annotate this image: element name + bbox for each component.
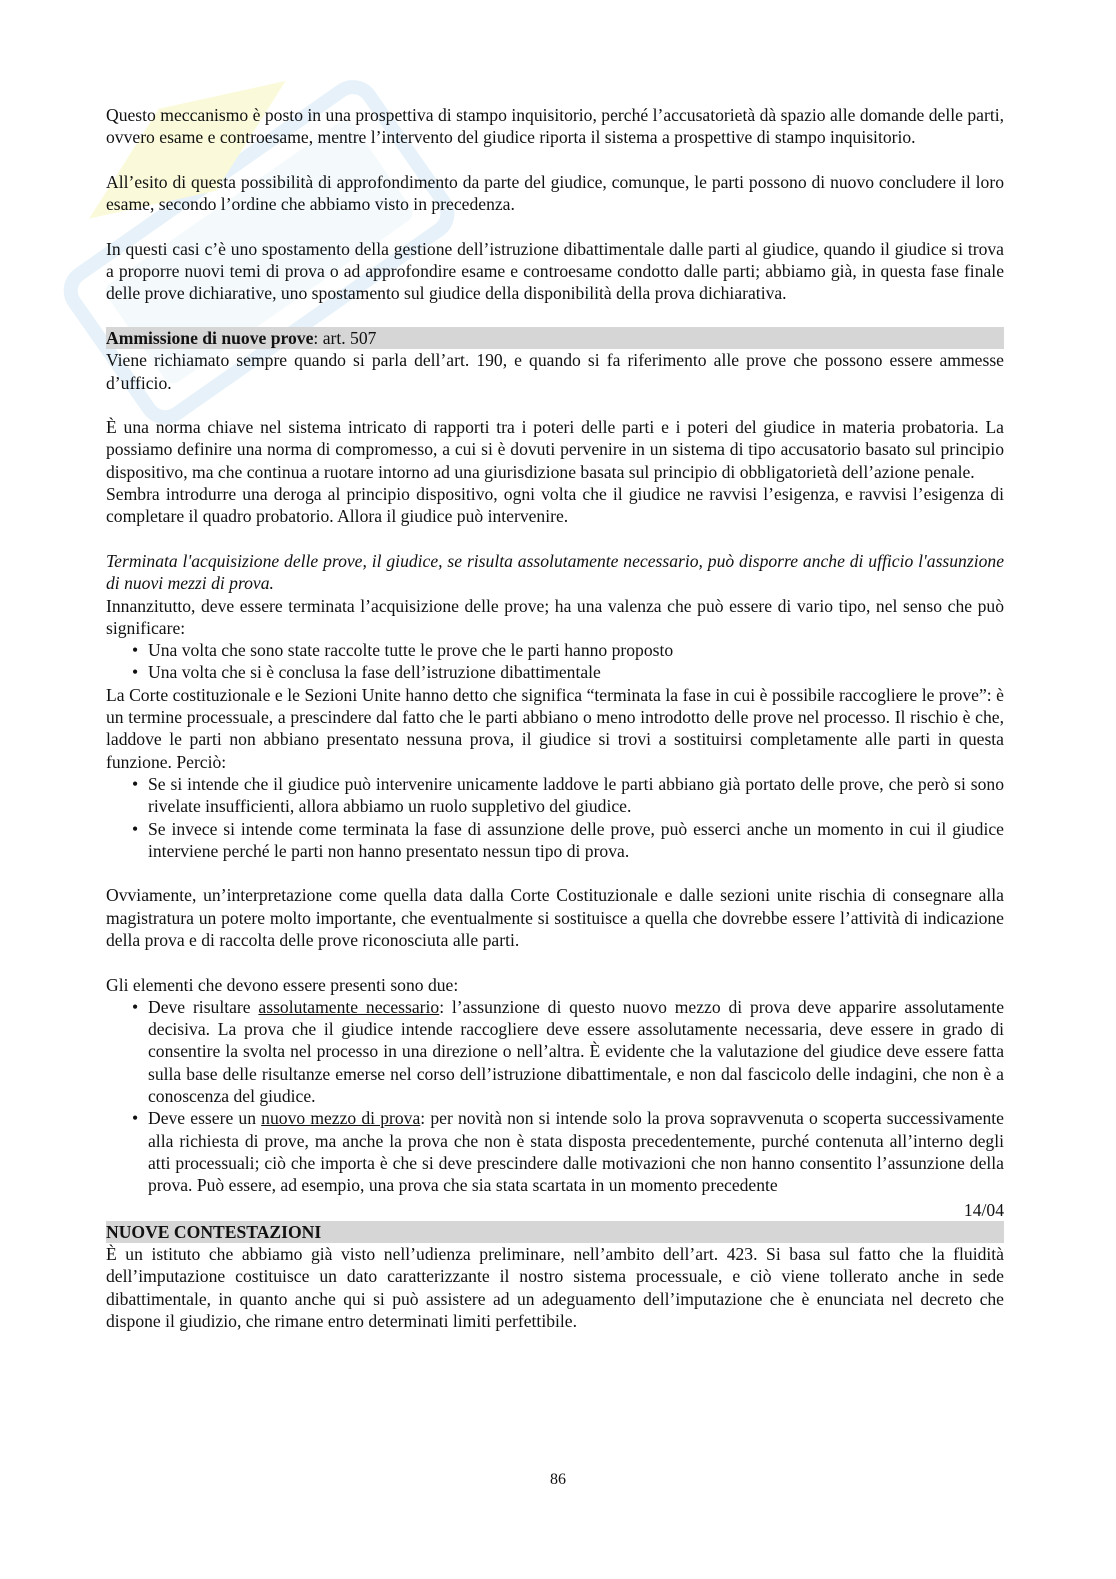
paragraph: Questo meccanismo è posto in una prospettiva di stampo inquisitorio, perché l’accusatorietà dà spazio alle domande delle parti, ovvero esame e controesame, mentre l’intervento del giudice riporta il sistema a prospettive di stampo inquisitorio. xyxy=(106,105,1004,148)
paragraph: È una norma chiave nel sistema intricato di rapporti tra i poteri delle parti e i poteri del giudice in materia probatoria. La possiamo definire una norma di compromesso, a cui si è dovuti pervenire in un sistema di tipo accusatorio basato sul principio dispositivo, ma che continua a ruotare intorno ad una giurisdizione basata sul principio di obbligatorietà dell’azione penale. xyxy=(106,417,1004,482)
paragraph: Viene richiamato sempre quando si parla dell’art. 190, e quando si fa riferimento alle prove che possono essere ammesse d’ufficio. xyxy=(106,350,1004,393)
list-item: • Una volta che si è conclusa la fase dell’istruzione dibattimentale xyxy=(128,661,1004,683)
heading-rest: : art. 507 xyxy=(313,327,377,348)
underlined-term: nuovo mezzo di prova xyxy=(261,1108,421,1129)
paragraph: È un istituto che abbiamo già visto nell’udienza preliminare, nell’ambito dell’art. 423. Si basa sul fatto che la fluidità dell’imputazione costituisce un dato caratterizzante il nostro sistema processuale, e ciò viene tollerato anche in sede dibattimentale, in quanto anche qui si può assistere ad un adeguamento dell’imputazione che è enunciata nel decreto che dispone il giudizio, che rimane entro determinati limiti perfettibile. xyxy=(106,1244,1004,1332)
paragraph: All’esito di questa possibilità di approfondimento da parte del giudice, comunque, le parti possono di nuovo concludere il loro esame, secondo l’ordine che abbiamo visto in precedenza. xyxy=(106,171,1004,215)
bullet-list xyxy=(106,639,1004,684)
underlined-term: assolutamente necessario xyxy=(258,996,440,1017)
list-item: • Se invece si intende come terminata la fase di assunzione delle prove, può esserci anche un momento in cui il giudice interviene perché le parti non hanno presentato nessun tipo di prova. xyxy=(128,818,1004,863)
heading-bold: Ammissione di nuove prove xyxy=(106,327,314,348)
section-heading-nuove-contestazioni: NUOVE CONTESTAZIONI xyxy=(106,1221,1004,1243)
paragraph: Sembra introdurre una deroga al principio dispositivo, ogni volta che il giudice ne ravvisi l’esigenza, e ravvisi l’esigenza di completare il quadro probatorio. Allora il giudice può intervenire. xyxy=(106,484,1004,527)
article-quote: Terminata l'acquisizione delle prove, il giudice, se risulta assolutamente necessario, può disporre anche di ufficio l'assunzione di nuovi mezzi di prova. xyxy=(106,550,1004,594)
section-heading-ammissione xyxy=(106,327,1004,349)
page-number: 86 xyxy=(550,1471,566,1488)
bullet-list xyxy=(106,773,1004,862)
paragraph: Gli elementi che devono essere presenti sono due: xyxy=(106,974,459,995)
list-item: • Deve risultare assolutamente necessario: l’assunzione di questo nuovo mezzo di prova deve apparire assolutamente decisiva. La prova che il giudice intende raccogliere deve essere assolutamente necessaria, deve essere in grado di consentire la svolta nel processo in una direzione o nell’altra. È evidente che la valutazione del giudice deve essere fatta sulla base delle risultanze emerse nel corso dell’istruzione dibattimentale, e non dal fascicolo delle indagini, che non è a conoscenza del giudice. xyxy=(128,996,1004,1107)
date-marker: 14/04 xyxy=(963,1199,1004,1220)
paragraph: Innanzitutto, deve essere terminata l’acquisizione delle prove; ha una valenza che può essere di vario tipo, nel senso che può significare: xyxy=(106,595,1004,638)
list-item: • Una volta che sono state raccolte tutte le prove che le parti hanno proposto xyxy=(128,639,1004,661)
list-item: • Deve essere un nuovo mezzo di prova: per novità non si intende solo la prova sopravvenuta o scoperta successivamente alla richiesta di prove, ma anche la prova che non è stata disposta precedentemente, purché contenuta all’interno degli atti processuali; ciò che importa è che si deve prescindere dalle motivazioni che non hanno consentito l’assunzione della prova. Può essere, ad esempio, una prova che sia stata scartata in un momento precedente xyxy=(128,1107,1004,1196)
paragraph: In questi casi c’è uno spostamento della gestione dell’istruzione dibattimentale dalle parti al giudice, quando il giudice si trova a proporre nuovi temi di prova o ad approfondire esame e controesame condotto dalle parti; abbiamo già, in questa fase finale delle prove dichiarative, uno spostamento sul giudice della disponibilità della prova dichiarativa. xyxy=(106,238,1004,304)
paragraph: Ovviamente, un’interpretazione come quella data dalla Corte Costituzionale e dalle sezioni unite rischia di consegnare alla magistratura un potere molto importante, che eventualmente si sostituisce a quella che dovrebbe essere l’attività di indicazione della prova e di raccolta delle prove riconosciuta alle parti. xyxy=(106,885,1004,950)
bullet-list xyxy=(106,996,1004,1197)
document-page xyxy=(106,104,1004,1332)
list-item: • Se si intende che il giudice può intervenire unicamente laddove le parti abbiano già portato delle prove, che però si sono rivelate insufficienti, allora abbiamo un ruolo suppletivo del giudice. xyxy=(128,773,1004,818)
paragraph: La Corte costituzionale e le Sezioni Unite hanno detto che significa “terminata la fase in cui è possibile raccogliere le prove”: è un termine processuale, a prescindere dal fatto che le parti abbiano o meno introdotto delle prove nel processo. Il rischio è che, laddove le parti non abbiano presentato nessuna prova, il giudice si trovi a sostituirsi completamente alle parti in questa funzione. Perciò: xyxy=(106,684,1004,772)
